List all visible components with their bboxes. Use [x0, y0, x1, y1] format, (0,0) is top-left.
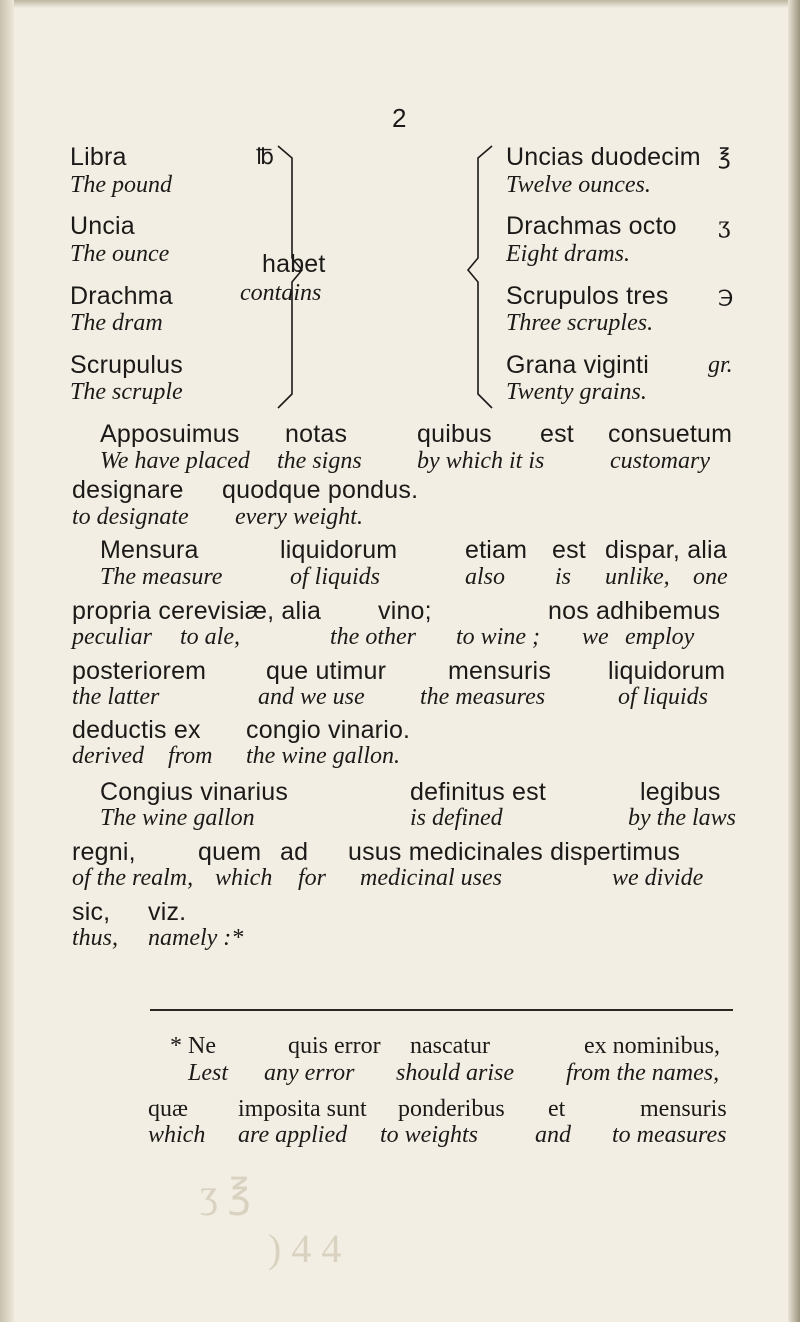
- body-l6-lat-2: congio vinario.: [246, 716, 411, 744]
- footnote-rule: [150, 1009, 733, 1011]
- body-l3-lat-2: liquidorum: [280, 536, 398, 564]
- footnote-l2-lat-2: imposita sunt: [238, 1096, 367, 1122]
- footnote-l1-lat-1: * Ne: [170, 1033, 216, 1059]
- page-edge-top: [0, 0, 800, 8]
- footnote-l2-eng-2: are applied: [238, 1122, 348, 1148]
- body-l2-lat-1: designare: [72, 476, 184, 504]
- body-l7-eng-1: The wine gallon: [100, 805, 255, 831]
- right-brace: [460, 138, 500, 418]
- body-l9-eng-1: thus,: [72, 925, 119, 951]
- body-l1-lat-4: est: [540, 420, 574, 448]
- right-term-uncias: Uncias duodecim: [506, 143, 701, 171]
- body-l3-eng-6: one: [693, 564, 728, 590]
- body-l6-eng-2: from: [168, 743, 213, 769]
- body-l4-eng-2: to ale,: [180, 624, 240, 650]
- body-l5-lat-3: mensuris: [448, 657, 552, 685]
- footnote-l1-lat-3: nascatur: [410, 1033, 490, 1059]
- left-term-libra: Libra: [70, 143, 127, 171]
- footnote-l2-eng-1: which: [148, 1122, 206, 1148]
- middle-verb-habet: habet: [262, 250, 326, 278]
- dram-symbol: ʒ: [718, 214, 731, 239]
- body-l7-eng-3: by the laws: [628, 805, 736, 831]
- bleed-through-mark: ʒ ℥: [200, 1171, 251, 1216]
- body-l8-lat-1: regni,: [72, 838, 136, 866]
- middle-gloss-contains: contains: [240, 280, 322, 306]
- body-l7-eng-2: is defined: [410, 805, 503, 831]
- footnote-l2-lat-4: et: [548, 1096, 566, 1122]
- left-gloss-pound: The pound: [70, 172, 172, 198]
- body-l2-eng-2: every weight.: [235, 504, 363, 530]
- body-l4-eng-4: to wine ;: [456, 624, 540, 650]
- body-l7-lat-1: Congius vinarius: [100, 778, 289, 806]
- body-l3-lat-3: etiam: [465, 536, 528, 564]
- right-gloss-drams: Eight drams.: [506, 241, 631, 267]
- footnote-l1-eng-3: should arise: [396, 1060, 515, 1086]
- footnote-l2-lat-1: quæ: [148, 1096, 189, 1122]
- body-l9-lat-2: viz.: [148, 898, 187, 926]
- left-term-scrupulus: Scrupulus: [70, 351, 183, 379]
- footnote-l1-eng-2: any error: [264, 1060, 355, 1086]
- body-l4-lat-1: propria cerevisiæ, alia: [72, 597, 322, 625]
- body-l1-eng-3: by which it is: [417, 448, 545, 474]
- body-l4-eng-6: employ: [625, 624, 695, 650]
- body-l8-lat-2: quem: [198, 838, 262, 866]
- body-l1-lat-2: notas: [285, 420, 348, 448]
- body-l2-lat-2: quodque pondus.: [222, 476, 419, 504]
- left-gloss-ounce: The ounce: [70, 241, 170, 267]
- ounce-symbol: ℥: [718, 145, 731, 170]
- body-l3-lat-5: dispar, alia: [605, 536, 727, 564]
- body-l6-eng-3: the wine gallon.: [246, 743, 400, 769]
- footnote-l2-eng-5: to measures: [612, 1122, 727, 1148]
- body-l3-eng-5: unlike,: [605, 564, 670, 590]
- body-l8-lat-3: ad: [280, 838, 309, 866]
- body-l4-lat-2: vino;: [378, 597, 432, 625]
- body-l5-lat-2: que utimur: [266, 657, 387, 685]
- page-number: 2: [392, 103, 407, 133]
- footnote-l2-eng-4: and: [535, 1122, 571, 1148]
- body-l6-lat-1: deductis ex: [72, 716, 201, 744]
- body-l1-lat-1: Apposuimus: [100, 420, 240, 448]
- body-l3-lat-1: Mensura: [100, 536, 199, 564]
- body-l3-eng-4: is: [555, 564, 572, 590]
- body-l8-eng-3: for: [298, 865, 327, 891]
- footnote-l1-lat-4: ex nominibus,: [584, 1033, 720, 1059]
- footnote-l1-lat-2: quis error: [288, 1033, 381, 1059]
- body-l1-eng-1: We have placed: [100, 448, 250, 474]
- body-l3-lat-4: est: [552, 536, 586, 564]
- footnote-l1-eng-1: Lest: [188, 1060, 229, 1086]
- bleed-through-mark: ) 4 4: [268, 1226, 342, 1271]
- page-edge-right: [788, 0, 800, 1322]
- body-l1-eng-4: customary: [610, 448, 710, 474]
- body-l4-eng-5: we: [582, 624, 609, 650]
- body-l8-eng-2: which: [215, 865, 273, 891]
- body-l9-lat-1: sic,: [72, 898, 111, 926]
- body-l9-eng-2: namely :*: [148, 925, 244, 951]
- body-l5-eng-3: the measures: [420, 684, 546, 710]
- body-l8-lat-4: usus medicinales dispertimus: [348, 838, 681, 866]
- footnote-l1-eng-4: from the names,: [566, 1060, 720, 1086]
- body-l7-lat-2: definitus est: [410, 778, 547, 806]
- body-l5-lat-4: liquidorum: [608, 657, 726, 685]
- body-l5-eng-4: of liquids: [618, 684, 709, 710]
- body-l1-lat-3: quibus: [417, 420, 492, 448]
- body-l3-eng-3: also: [465, 564, 506, 590]
- grain-abbreviation: gr.: [708, 352, 733, 378]
- body-l4-eng-3: the other: [330, 624, 416, 650]
- right-term-scrupulos: Scrupulos tres: [506, 282, 669, 310]
- body-l1-eng-2: the signs: [277, 448, 362, 474]
- body-l3-eng-2: of liquids: [290, 564, 381, 590]
- body-l8-eng-1: of the realm,: [72, 865, 194, 891]
- body-l8-eng-5: we divide: [612, 865, 704, 891]
- footnote-l2-lat-3: ponderibus: [398, 1096, 505, 1122]
- right-gloss-ounces: Twelve ounces.: [506, 172, 651, 198]
- right-term-drachmas: Drachmas octo: [506, 212, 677, 240]
- page-edge-left: [0, 0, 14, 1322]
- right-gloss-scruples: Three scruples.: [506, 310, 654, 336]
- left-gloss-dram: The dram: [70, 310, 163, 336]
- body-l4-eng-1: peculiar: [72, 624, 152, 650]
- body-l5-lat-1: posteriorem: [72, 657, 207, 685]
- right-term-grana: Grana viginti: [506, 351, 649, 379]
- left-term-drachma: Drachma: [70, 282, 173, 310]
- scruple-symbol: ℈: [718, 284, 734, 309]
- body-l7-lat-3: legibus: [640, 778, 721, 806]
- body-l2-eng-1: to designate: [72, 504, 189, 530]
- body-l4-lat-3: nos adhibemus: [548, 597, 721, 625]
- body-l8-eng-4: medicinal uses: [360, 865, 502, 891]
- pound-symbol: ℔: [256, 145, 274, 170]
- body-l6-eng-1: derived: [72, 743, 144, 769]
- body-l3-eng-1: The measure: [100, 564, 223, 590]
- footnote-l2-eng-3: to weights: [380, 1122, 479, 1148]
- body-l5-eng-2: and we use: [258, 684, 365, 710]
- body-l1-lat-5: consuetum: [608, 420, 733, 448]
- right-gloss-grains: Twenty grains.: [506, 379, 647, 405]
- footnote-l2-lat-5: mensuris: [640, 1096, 727, 1122]
- body-l5-eng-1: the latter: [72, 684, 160, 710]
- left-term-uncia: Uncia: [70, 212, 135, 240]
- left-gloss-scruple: The scruple: [70, 379, 183, 405]
